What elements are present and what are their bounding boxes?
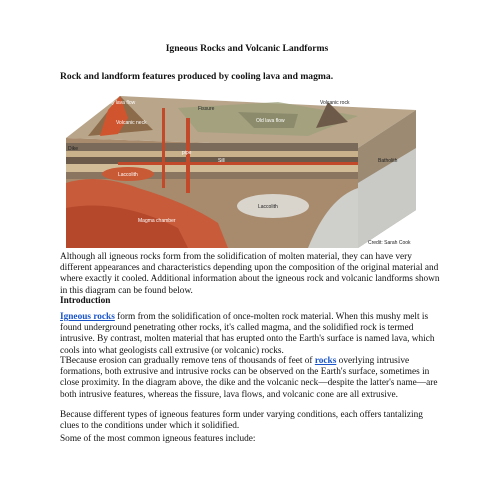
paragraph-igneous-rocks-text: form from the solidification of once-molten rock material. When this mushy melt is found underground penetrating other rocks, it's called magma, and the solidified rock is termed intrusive. By contrast, molten material that has erupted onto the Earth's surface is named lava, which cools into what geologists call extrusive (or volcanic) rocks.: [60, 312, 435, 356]
label-volcanic-rock: Volcanic rock: [320, 100, 350, 106]
label-laccolith-right: Laccolith: [258, 204, 278, 210]
paragraph-erosion-text-start: TBecause erosion can gradually remove tens of thousands of feet of: [60, 356, 315, 366]
sill-layer: [118, 162, 358, 165]
block-diagram: [58, 88, 418, 248]
layer-2: [66, 151, 358, 157]
introduction-heading: Introduction: [60, 296, 111, 306]
document-title: Igneous Rocks and Volcanic Landforms: [165, 43, 329, 54]
paragraph-common-features: Some of the most common igneous features include:: [60, 434, 256, 444]
paragraph-igneous-rocks: [60, 312, 440, 357]
label-dike: Dike: [68, 146, 79, 152]
label-old-lava-flow: Old lava flow: [256, 118, 285, 124]
label-fissure: Fissure: [198, 106, 215, 112]
label-volcanic-neck: Volcanic neck: [116, 120, 147, 126]
paragraph-conditions: Because different types of igneous features form under varying conditions, each offers tantalizing clues to the conditions under which it solidified.: [60, 410, 423, 432]
label-sill: Sill: [218, 158, 225, 164]
label-batholith: Batholith: [378, 158, 398, 164]
label-laccolith-left: Laccolith: [118, 172, 138, 178]
label-fresh-lava-flow: Freshly lava flow: [98, 100, 136, 106]
label-pipe: pipe: [182, 150, 192, 156]
dike-shape: [162, 108, 165, 188]
layer-1: [66, 143, 358, 151]
intro-paragraph: Although all igneous rocks form from the solidification of molten material, they can have very different appearances and characteristics depending upon the composition of the original material and where exactly it cooled. Additional information about the igneous rock and volcanic landforms shown in this diagram can be found below.: [60, 252, 440, 296]
rocks-link[interactable]: rocks: [314, 356, 337, 366]
paragraph-erosion-text-end: overlying intrusive formations, both extrusive and intrusive rocks can be observed on the Earth's surface, sometimes in close proximity. In the diagram above, the dike and the volcanic neck—despite the latter's name—are both intrusive features, whereas the fissure, lava flows, and volcanic cone are all extrusive.: [60, 356, 438, 400]
paragraph-erosion: [60, 356, 440, 401]
label-credit: Credit: Sarah Cook: [368, 240, 411, 246]
document-subtitle: Rock and landform features produced by cooling lava and magma.: [60, 71, 334, 82]
igneous-rocks-link[interactable]: Igneous rocks: [60, 312, 115, 322]
label-magma-chamber: Magma chamber: [138, 218, 176, 224]
